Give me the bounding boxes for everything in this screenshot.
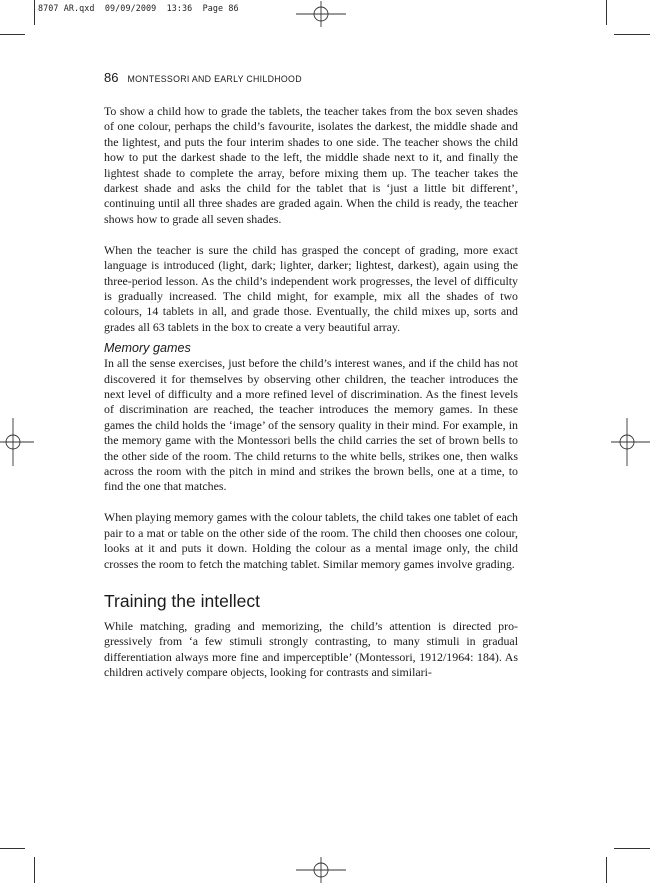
slug-page: Page 86 [202, 3, 239, 13]
paragraph-spacer [104, 227, 518, 243]
paragraph-memory-games: In all the sense exercises, just before the child’s interest wanes, and if the child has not discovered it for themselves by observing other children, the teacher introduces the next level of difficulty and a more refined level of discrimination. As the finest levels of discrimination are reached, the teacher introduces the memory games. In these games the child holds the ‘image’ of the sensory quality in their mind. For example, in the memory game with the Montessori bells the child carries the set of brown bells to the other side of the room. The child returns to the white bells, strikes one, then walks across the room with the pitch in mind and strikes the brown bells, one at a time, to find the one that matches. [104, 356, 518, 494]
page-number: 86 [104, 70, 119, 85]
crop-mark-top-right-h [614, 34, 650, 35]
registration-mark-right-icon [611, 418, 650, 466]
paragraph-colour-tablets-memory: When playing memory games with the colour tablets, the child takes one tablet of each pair to a mat or table on the other side of the room. The child then chooses one colour, looks at it and puts it down. Holding the colour as a mental image only, the child crosses the room to fetch the matching tablet. Similar memory games involve grading. [104, 510, 518, 571]
registration-mark-left-icon [0, 418, 34, 466]
crop-mark-bottom-left-v [34, 857, 35, 883]
body-text [104, 104, 518, 681]
slug-file: 8707 AR.qxd [38, 3, 95, 13]
paragraph-grading-language: When the teacher is sure the child has grasped the concept of grading, more exact language is introduced (light, dark; lighter, darker; lightest, darkest), again using the three-period lesson. As the child’s independent work progresses, the level of difficulty is gradually increased. The child might, for example, mix all the shades of two colours, 14 tablets in all, and grade those. Eventually, the child mixes up, sorts and grades all 63 tablets in the box to create a very beautiful array. [104, 242, 518, 334]
crop-mark-bottom-right-v [606, 857, 607, 883]
crop-mark-bottom-left-h [0, 848, 25, 849]
running-head-title: MONTESSORI AND EARLY CHILDHOOD [127, 74, 302, 84]
paragraph-grading-tablets: To show a child how to grade the tablets, the teacher takes from the box seven shades of one colour, perhaps the child’s favourite, isolates the darkest, the middle shade and the lightest, and puts the four interim shades to one side. The teacher shows the child how to put the darkest shade to the left, the middle shade next to it, and finally the lightest shade to complete the array, before mixing them up. The teacher takes the darkest shade and asks the child for the tablet that is ‘just a little bit different’, continuing until all three shades are graded again. When the child is ready, the teacher shows how to grade all seven shades. [104, 104, 518, 226]
paragraph-spacer [104, 495, 518, 511]
slug-time: 13:36 [166, 3, 193, 13]
crop-mark-bottom-right-h [614, 848, 650, 849]
running-head [104, 69, 524, 87]
crop-mark-top-right-v [606, 0, 607, 25]
crop-mark-top-left-v [34, 0, 35, 25]
registration-mark-bottom-icon [296, 857, 346, 883]
paragraph-training-intellect: While matching, grading and memorizing, the child’s attention is directed progressively from ‘a few stimuli strongly contrasting, to many stimuli in gradual differentiation always more fine and imperceptible’ (Montessori, 1912/1964: 184). As children actively compare objects, looking for contrasts and similari- [104, 618, 518, 680]
crop-mark-top-left-h [0, 34, 25, 35]
section-heading-training-intellect: Training the intellect [104, 590, 260, 611]
printer-slug [38, 3, 239, 13]
subheading-memory-games: Memory games [104, 341, 191, 356]
slug-date: 09/09/2009 [104, 3, 157, 13]
registration-mark-top-icon [296, 1, 346, 27]
